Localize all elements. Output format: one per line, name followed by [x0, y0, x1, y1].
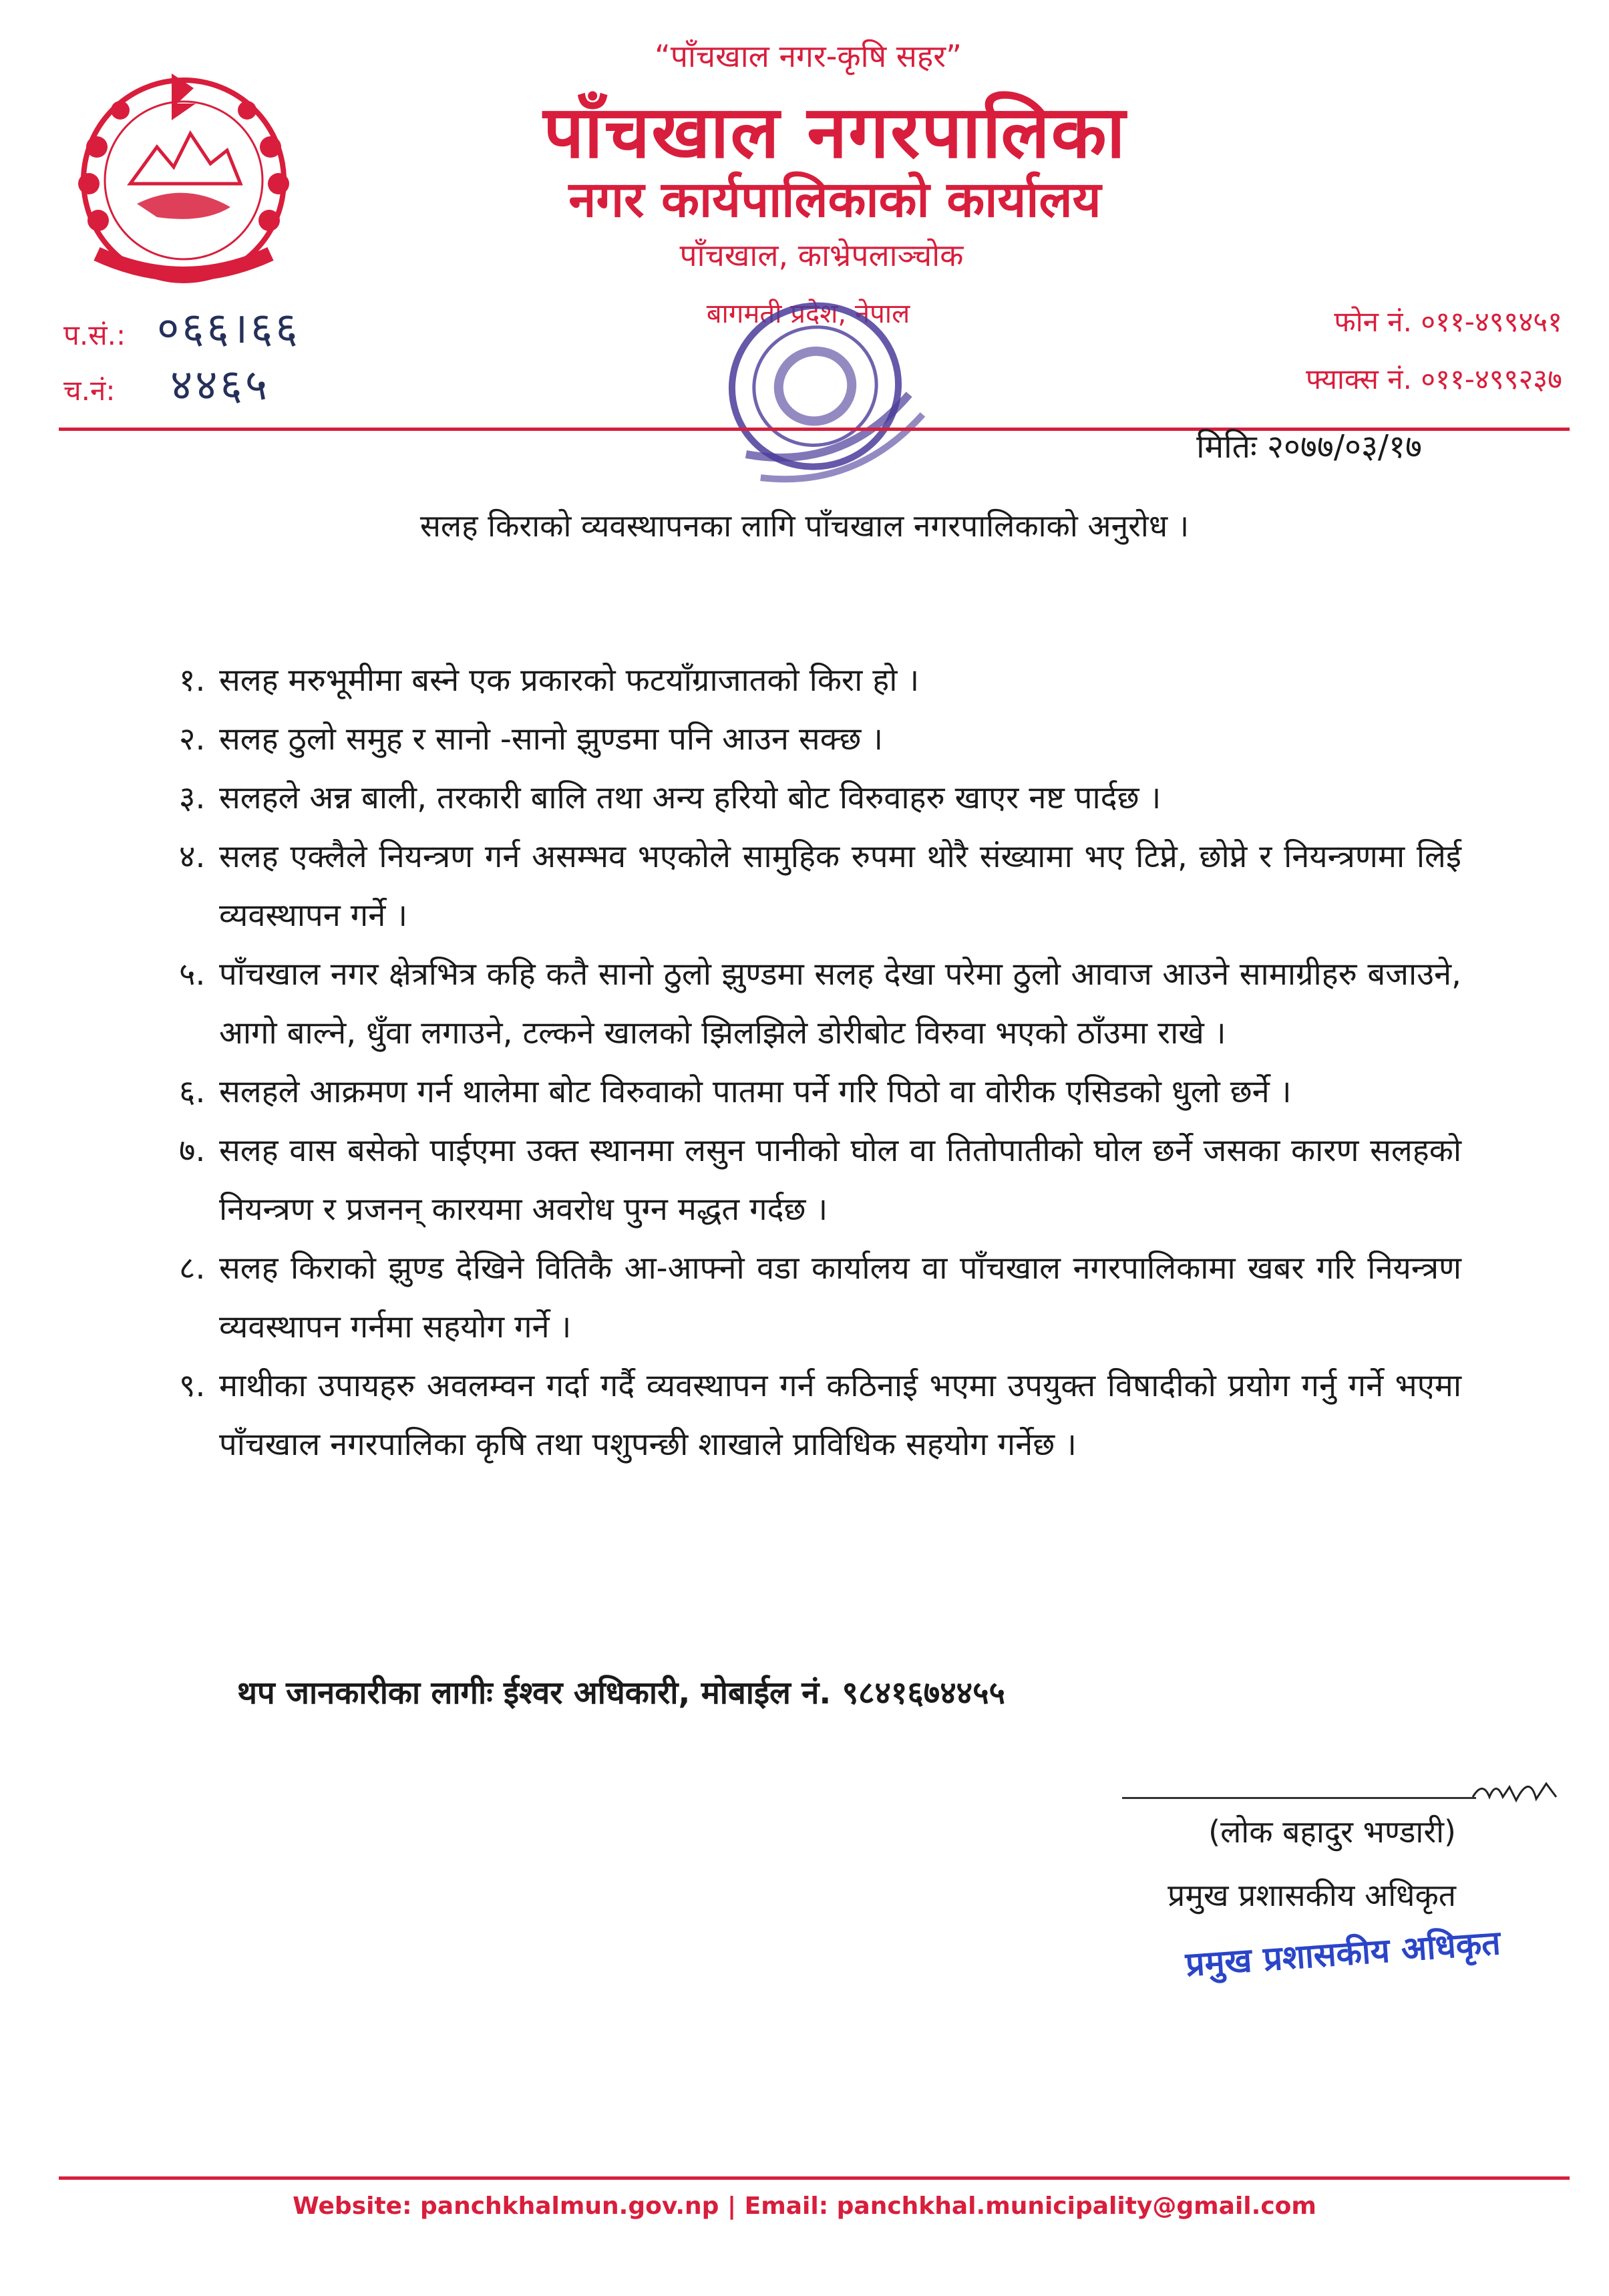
signature-line — [1122, 1797, 1476, 1799]
item-number: ३. — [179, 780, 206, 816]
item-number: ६. — [179, 1074, 206, 1110]
list-item — [179, 945, 1461, 1063]
item-text: सलह ठुलो समुह र सानो -सानो झुण्डमा पनि आउन सक्छ । — [219, 721, 884, 758]
item-number: ५. — [179, 956, 206, 993]
list-item — [179, 710, 1461, 769]
item-text: सलहले आक्रमण गर्न थालेमा बोट विरुवाको पातमा पर्ने गरि पिठो वा वोरीक एसिडको धुलो छर्ने । — [219, 1074, 1292, 1110]
item-text: सलह किराको झुण्ड देखिने वितिकै आ-आफ्नो वडा कार्यालय वा पाँचखाल नगरपालिकामा खबर गरि नियन्त्रण व्यवस्थापन गर्नमा सहयोग गर्ने । — [219, 1250, 1461, 1345]
phone-number: फोन नं. ०११-४९९४५१ — [1334, 305, 1562, 338]
list-item — [179, 1063, 1461, 1122]
item-text: पाँचखाल नगर क्षेत्रभित्र कहि कतै सानो ठुलो झुण्डमा सलह देखा परेमा ठुलो आवाज आउने सामाग्रीहरु बजाउने, आगो बाल्ने, धुँवा लगाउने, टल्कने खालको झिलझिले डोरीबोट विरुवा भएको ठाँउमा राखे । — [219, 956, 1461, 1051]
office-subtitle: नगर कार्यपालिकाको कार्यालय — [568, 171, 1101, 228]
item-number: २. — [179, 721, 206, 758]
item-text: सलह एक्लैले नियन्त्रण गर्न असम्भव भएकोले सामुहिक रुपमा थोरै संख्यामा भए टिप्ने, छोप्ने र नियन्त्रणमा लिई व्यवस्थापन गर्ने । — [219, 838, 1461, 934]
list-item — [179, 769, 1461, 828]
nepal-emblem-logo — [57, 47, 311, 301]
item-number: १. — [179, 662, 206, 699]
office-address: पाँचखाल, काभ्रेपलाञ्चोक — [679, 237, 964, 273]
handwritten-signature — [1469, 1767, 1563, 1814]
ref-number-label: प.सं.: — [63, 319, 126, 351]
list-item — [179, 651, 1461, 710]
letter-subject: सलह किराको व्यवस्थापनका लागि पाँचखाल नगरपालिकाको अनुरोध । — [419, 508, 1190, 544]
list-item — [179, 1122, 1461, 1239]
item-number: ९. — [179, 1367, 206, 1404]
footer-rule — [59, 2176, 1570, 2180]
office-stamp — [681, 274, 962, 494]
item-text: सलह मरुभूमीमा बस्ने एक प्रकारको फटयाँग्राजातको किरा हो । — [219, 662, 920, 699]
dispatch-number-label: च.नं: — [63, 374, 116, 407]
item-text: सलह वास बसेको पाईएमा उक्त स्थानमा लसुन पानीको घोल वा तितोपातीको घोल छर्ने जसका कारण सलहको नियन्त्रण र प्रजनन् कारयमा अवरोध पुग्न मद्धत गर्दछ । — [219, 1132, 1461, 1228]
fax-number: फ्याक्स नं. ०११-४९९२३७ — [1306, 363, 1562, 395]
municipality-title: पाँचखाल नगरपालिका — [543, 91, 1127, 174]
item-number: ८. — [179, 1250, 206, 1287]
item-number: ४. — [179, 838, 206, 875]
contact-info: थप जानकारीका लागीः ईश्वर अधिकारी, मोबाईल नं. ९८४१६७४४५५ — [237, 1675, 1005, 1711]
list-item — [179, 1239, 1461, 1357]
item-text: माथीका उपायहरु अवलम्वन गर्दा गर्दै व्यवस्थापन गर्न कठिनाई भएमा उपयुक्त विषादीको प्रयोग गर्नु गर्ने भएमा पाँचखाल नगरपालिका कृषि तथा पशुपन्छी शाखाले प्राविधिक सहयोग गर्नेछ । — [219, 1367, 1461, 1463]
item-text: सलहले अन्न बाली, तरकारी बालि तथा अन्य हरियो बोट विरुवाहरु खाएर नष्ट पार्दछ । — [219, 780, 1161, 816]
letter-date: मितिः २०७७/०३/१७ — [1196, 428, 1422, 466]
list-item — [179, 828, 1461, 945]
province-line: बागमती प्रदेश, नेपाल — [706, 299, 910, 329]
signatory-title: प्रमुख प्रशासकीय अधिकृत — [1168, 1877, 1456, 1913]
item-number: ७. — [179, 1132, 206, 1169]
motto: “पाँचखाल नगर-कृषि सहर” — [655, 38, 962, 74]
designation-stamp: प्रमुख प्रशासकीय अधिकृत — [1184, 1923, 1502, 1984]
ref-number-value: ०६६।६६ — [157, 304, 301, 353]
dispatch-number-value: ४४६५ — [170, 361, 271, 410]
instruction-list — [179, 651, 1461, 1474]
footer-contact: Website: panchkhalmun.gov.np | Email: panchkhal.municipality@gmail.com — [293, 2192, 1316, 2220]
signatory-name: (लोक बहादुर भण्डारी) — [1208, 1814, 1456, 1850]
list-item — [179, 1357, 1461, 1474]
